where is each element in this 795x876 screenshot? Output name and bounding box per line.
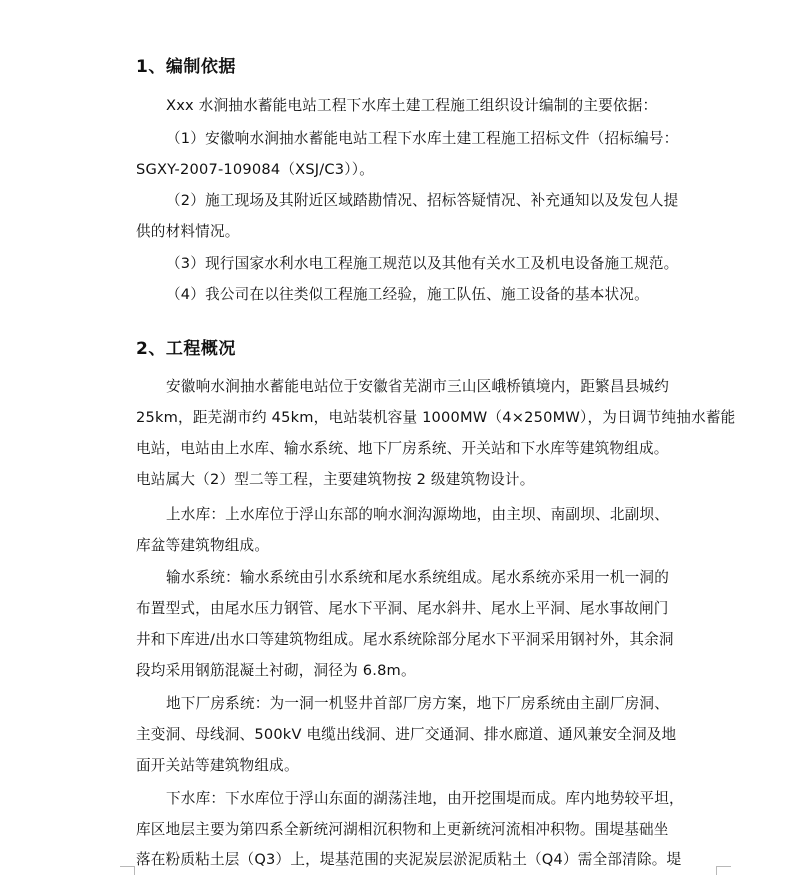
paragraph-line: 安徽响水涧抽水蓄能电站位于安徽省芜湖市三山区峨桥镇境内，距繁昌县城约 (166, 378, 669, 395)
paragraph-line: 下水库：下水库位于浮山东面的湖荡洼地，由开挖围堤而成。库内地势较平坦， (166, 790, 684, 807)
paragraph-line: 面开关站等建筑物组成。 (136, 757, 299, 774)
paragraph-line: 供的材料情况。 (136, 223, 240, 240)
paragraph-line: 落在粉质粘土层（Q3）上，堤基范围的夹泥炭层淤泥质粘土（Q4）需全部清除。堤 (136, 851, 682, 868)
paragraph-line: （2）施工现场及其附近区域踏勘情况、招标答疑情况、补充通知以及发包人提 (166, 192, 679, 209)
paragraph-line: 段均采用钢筋混凝土衬砌，洞径为 6.8m。 (136, 662, 416, 679)
paragraph-line: （3）现行国家水利水电工程施工规范以及其他有关水工及机电设备施工规范。 (166, 255, 679, 272)
section-2-heading: 2、工程概况 (136, 339, 236, 359)
paragraph-line: 库盆等建筑物组成。 (136, 537, 270, 554)
paragraph-line: （4）我公司在以往类似工程施工经验，施工队伍、施工设备的基本状况。 (166, 286, 649, 303)
page-corner-marker (120, 866, 135, 875)
paragraph-line: 布置型式，由尾水压力钢管、尾水下平洞、尾水斜井、尾水上平洞、尾水事故闸门 (136, 600, 669, 617)
paragraph-line: 输水系统：输水系统由引水系统和尾水系统组成。尾水系统亦采用一机一洞的 (166, 569, 669, 586)
paragraph-line: Xxx 水涧抽水蓄能电站工程下水库土建工程施工组织设计编制的主要依据： (166, 97, 658, 114)
paragraph-line: 电站属大（2）型二等工程，主要建筑物按 2 级建筑物设计。 (136, 471, 535, 488)
page-corner-marker (716, 866, 731, 875)
section-1-heading: 1、编制依据 (136, 57, 236, 77)
paragraph-line: 井和下库进/出水口等建筑物组成。尾水系统除部分尾水下平洞采用钢衬外，其余洞 (136, 631, 674, 648)
paragraph-line: 上水库：上水库位于浮山东部的响水涧沟源坳地，由主坝、南副坝、北副坝、 (166, 506, 669, 523)
paragraph-line: 地下厂房系统：为一洞一机竖井首部厂房方案，地下厂房系统由主副厂房洞、 (166, 695, 669, 712)
paragraph-line: 库区地层主要为第四系全新统河湖相沉积物和上更新统河流相冲积物。围堤基础坐 (136, 821, 669, 838)
paragraph-line: 主变洞、母线洞、500kV 电缆出线洞、进厂交通洞、排水廊道、通风兼安全洞及地 (136, 726, 677, 743)
paragraph-line: （1）安徽响水涧抽水蓄能电站工程下水库土建工程施工招标文件（招标编号： (166, 130, 679, 147)
paragraph-line: 电站，电站由上水库、输水系统、地下厂房系统、开关站和下水库等建筑物组成。 (136, 440, 669, 457)
paragraph-line: SGXY-2007-109084（XSJ/C3））。 (136, 161, 375, 178)
paragraph-line: 25km，距芜湖市约 45km，电站装机容量 1000MW（4×250MW），为日调节纯抽水蓄能 (136, 409, 736, 426)
